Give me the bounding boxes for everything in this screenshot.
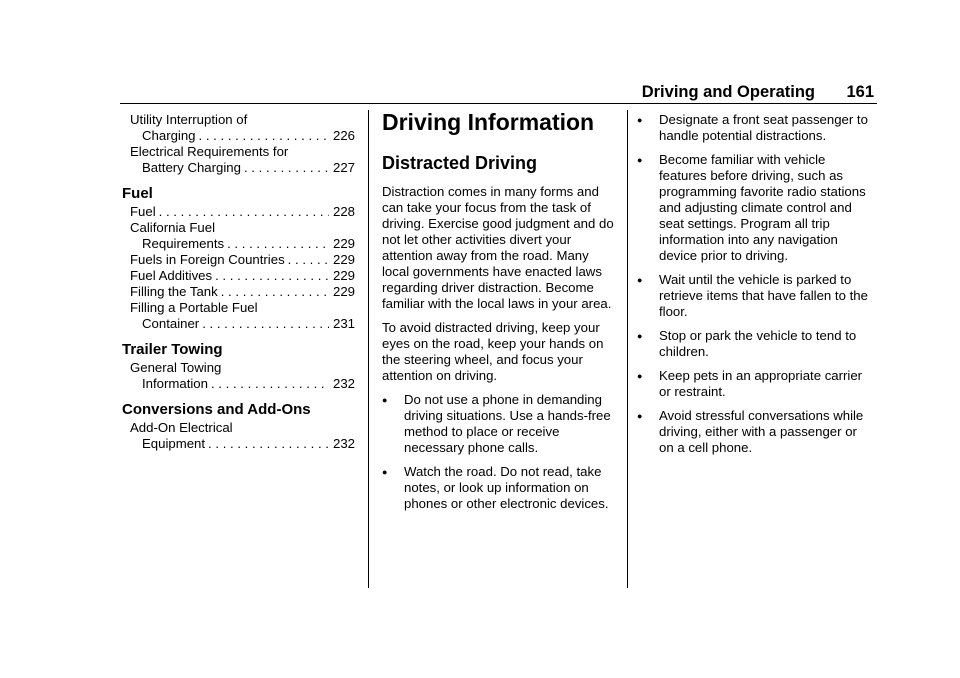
bullet-text: Become familiar with vehicle features before driving, such as programming favorite radio stations and adjusting climate control and seat settings. Program all trip information into any navigation device prior to driving.: [659, 152, 866, 263]
section-title: Distracted Driving: [382, 153, 538, 173]
toc-page-number: 229: [332, 268, 355, 283]
toc-entry-line: [130, 376, 355, 392]
paragraph: To avoid distracted driving, keep your eyes on the road, keep your hands on the steering wheel, and focus your attention on driving.: [382, 320, 604, 383]
bullet-icon: ●: [637, 155, 643, 165]
toc-page-number: 226: [332, 128, 355, 143]
toc-entry[interactable]: [122, 360, 355, 392]
paragraph: Distraction comes in many forms and can take your focus from the task of driving. Exercise good judgment and do not let other activities divert your attention away from the road. Many local governments have enacted laws regarding driver distraction. Become familiar with the local laws in your area.: [382, 184, 614, 311]
bullet-item: [382, 392, 615, 456]
running-header-title: Driving and Operating: [641, 83, 815, 101]
toc-entry-line: [130, 252, 355, 268]
toc-entry[interactable]: [122, 268, 355, 284]
bullet-item: [637, 408, 872, 456]
toc-entry[interactable]: [122, 252, 355, 268]
toc-entry-line: [130, 128, 355, 144]
toc-page-number: 229: [332, 236, 355, 251]
toc-entry-title: General Towing: [130, 360, 222, 375]
toc-entry-label: Equipment: [142, 436, 206, 451]
bullet-icon: ●: [637, 331, 643, 341]
dot-leader: [196, 128, 329, 144]
bullet-text: Stop or park the vehicle to tend to children.: [659, 328, 857, 359]
column-divider-2: [627, 110, 628, 588]
dot-leader: [218, 284, 329, 300]
dot-leader: [285, 252, 329, 268]
toc-entry-label: Fuel: [130, 204, 156, 219]
bullet-list: [382, 392, 615, 512]
bullet-icon: ●: [382, 395, 388, 405]
toc-section-heading[interactable]: Fuel: [122, 185, 153, 202]
toc-entry-label: Charging: [142, 128, 196, 143]
toc-entry-label: Information: [142, 376, 208, 391]
bullet-text: Avoid stressful conversations while driving, either with a passenger or on a cell phone.: [659, 408, 864, 455]
header-rule: [120, 103, 877, 104]
toc-entry-label: Filling the Tank: [130, 284, 218, 299]
toc-entry[interactable]: [122, 300, 355, 332]
toc-entry-line: [130, 316, 355, 332]
toc-entry-label: Fuel Additives: [130, 268, 213, 283]
toc-entry-line: [130, 160, 355, 176]
bullet-item: [637, 368, 872, 400]
bullet-item: [637, 112, 872, 144]
bullet-item: [637, 328, 872, 360]
table-of-contents: [122, 112, 355, 452]
toc-entry-line: [130, 204, 355, 220]
dot-leader: [241, 160, 329, 176]
toc-page-number: 232: [332, 376, 355, 391]
bullet-text: Watch the road. Do not read, take notes, or look up information on phones or other electronic devices.: [404, 464, 609, 511]
column-divider-1: [368, 110, 369, 588]
toc-entry-title: Electrical Requirements for: [130, 144, 289, 159]
toc-entry-title: Utility Interruption of: [130, 112, 248, 127]
toc-entry-title: Filling a Portable Fuel: [130, 300, 258, 315]
bullet-list: [637, 112, 872, 456]
bullet-text: Do not use a phone in demanding driving situations. Use a hands-free method to place or receive necessary phone calls.: [404, 392, 611, 455]
continued-column: [637, 112, 872, 464]
toc-page-number: 231: [332, 316, 355, 331]
toc-entry-line: [130, 436, 355, 452]
toc-section-heading[interactable]: Conversions and Add-Ons: [122, 401, 311, 418]
toc-entry[interactable]: [122, 420, 355, 452]
toc-page-number: 229: [332, 284, 355, 299]
toc-entry[interactable]: [122, 112, 355, 144]
toc-entry[interactable]: [122, 204, 355, 220]
bullet-text: Keep pets in an appropriate carrier or restraint.: [659, 368, 863, 399]
toc-page-number: 228: [332, 204, 355, 219]
toc-pre-entries: [122, 112, 355, 176]
chapter-title: Driving Information: [382, 109, 595, 135]
bullet-item: [382, 464, 615, 512]
bullet-icon: ●: [637, 371, 643, 381]
bullet-item: [637, 152, 872, 264]
dot-leader: [156, 204, 329, 220]
toc-entry-title: Add-On Electrical: [130, 420, 233, 435]
page-number: 161: [846, 83, 874, 101]
toc-page-number: 227: [332, 160, 355, 175]
dot-leader: [199, 316, 329, 332]
toc-page-number: 232: [332, 436, 355, 451]
dot-leader: [208, 376, 329, 392]
dot-leader: [205, 436, 329, 452]
toc-entry-label: Container: [142, 316, 200, 331]
bullet-text: Wait until the vehicle is parked to retrieve items that have fallen to the floor.: [659, 272, 868, 319]
toc-entry[interactable]: [122, 144, 355, 176]
dot-leader: [212, 268, 329, 284]
bullet-item: [637, 272, 872, 320]
toc-page-number: 229: [332, 252, 355, 267]
bullet-icon: ●: [382, 467, 388, 477]
toc-entry-label: Battery Charging: [142, 160, 241, 175]
toc-entry-title: California Fuel: [130, 220, 216, 235]
bullet-icon: ●: [637, 275, 643, 285]
toc-entry[interactable]: [122, 220, 355, 252]
toc-section-heading[interactable]: Trailer Towing: [122, 341, 223, 358]
bullet-icon: ●: [637, 115, 643, 125]
toc-entry-line: [130, 284, 355, 300]
toc-sections: [122, 185, 355, 452]
toc-entry-line: [130, 268, 355, 284]
main-column: [382, 108, 615, 520]
toc-entry-label: Fuels in Foreign Countries: [130, 252, 285, 267]
bullet-icon: ●: [637, 411, 643, 421]
toc-entry-label: Requirements: [142, 236, 225, 251]
toc-entry[interactable]: [122, 284, 355, 300]
bullet-text: Designate a front seat passenger to handle potential distractions.: [659, 112, 868, 143]
dot-leader: [224, 236, 329, 252]
toc-entry-line: [130, 236, 355, 252]
